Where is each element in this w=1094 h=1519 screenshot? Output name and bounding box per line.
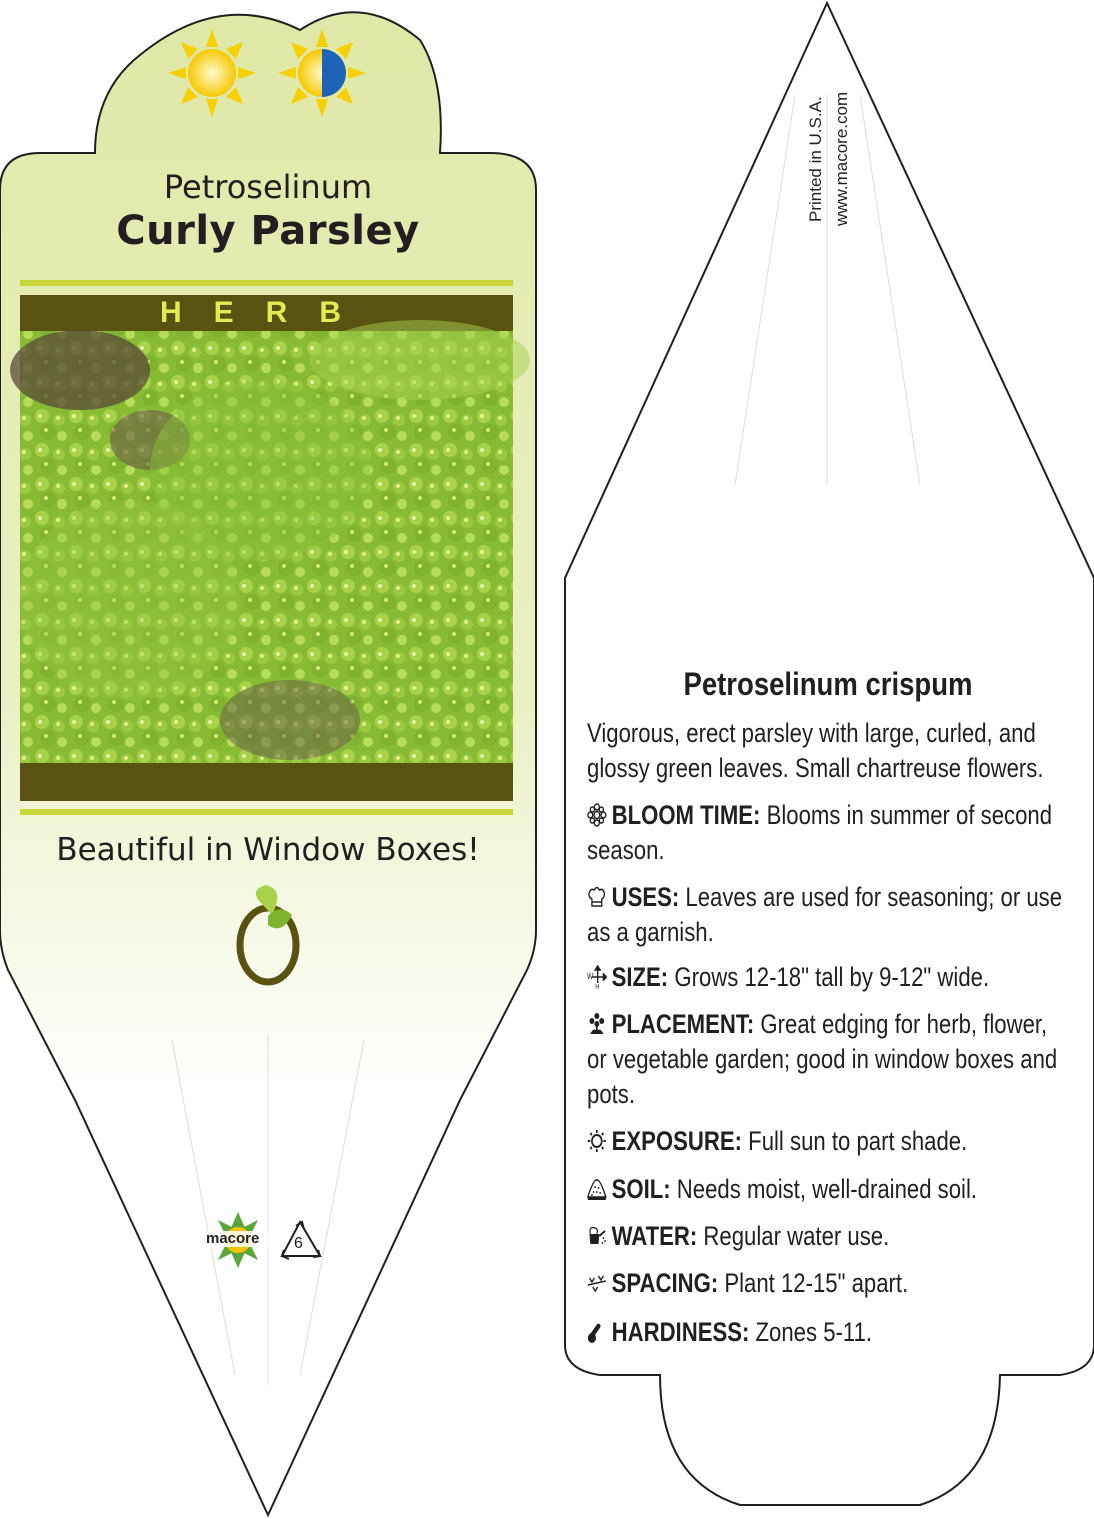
water-value: Regular water use. (697, 1221, 890, 1251)
watering-can-icon (587, 1224, 607, 1248)
size-value: Grows 12-18" tall by 9-12" wide. (668, 962, 990, 992)
spacing-value: Plant 12-15" apart. (718, 1268, 909, 1298)
recycle-code: 6 (294, 1235, 303, 1252)
genus-name: Petroselinum (163, 168, 373, 206)
category-label: HERB (159, 296, 373, 329)
website: www.macore.com (832, 91, 851, 226)
thermometer-icon (587, 1320, 607, 1344)
plant-placement-icon (587, 1012, 607, 1036)
attr-soil (587, 1172, 1065, 1207)
attr-uses (587, 880, 1065, 950)
attr-exposure (587, 1124, 1065, 1159)
printed-in: Printed in U.S.A. (806, 96, 825, 222)
svg-text:H: H (595, 983, 600, 989)
attr-hardiness (587, 1315, 1065, 1350)
attr-placement (587, 1007, 1065, 1112)
tagline: Beautiful in Window Boxes! (56, 832, 480, 868)
part-shade-icon (278, 29, 366, 117)
attr-bloom-time (587, 798, 1065, 868)
bloom-time-value: Blooms in summer of second season. (587, 800, 1053, 865)
spacing-plants-icon (587, 1271, 607, 1295)
exposure-label: EXPOSURE: (611, 1126, 743, 1156)
chef-hat-icon (587, 885, 607, 909)
attr-spacing (587, 1266, 1065, 1301)
brand-text: macore (206, 1230, 260, 1247)
full-sun-icon (168, 29, 256, 117)
description (587, 716, 1065, 786)
common-name: Curly Parsley (116, 208, 420, 254)
sun-outline-icon (587, 1129, 607, 1153)
exposure-value: Full sun to part shade. (742, 1126, 968, 1156)
soil-value: Needs moist, well-drained soil. (670, 1174, 978, 1204)
spacing-label: SPACING: (611, 1268, 719, 1298)
placement-label: PLACEMENT: (611, 1009, 755, 1039)
uses-value: Leaves are used for seasoning; or use as a garnish. (587, 882, 1063, 947)
size-arrows-icon (587, 965, 607, 989)
svg-text:W: W (587, 971, 594, 982)
hardiness-value: Zones 5-11. (749, 1317, 873, 1347)
bloom-time-label: BLOOM TIME: (611, 800, 761, 830)
soil-label: SOIL: (611, 1174, 671, 1204)
soil-pile-icon (587, 1177, 607, 1201)
scientific-name: Petroselinum crispum (683, 666, 973, 702)
uses-label: USES: (611, 882, 680, 912)
attr-size (587, 960, 1065, 995)
attr-water (587, 1219, 1065, 1254)
water-label: WATER: (611, 1221, 698, 1251)
placement-value: Great edging for herb, flower, or vegetable garden; good in window boxes and pots. (587, 1009, 1058, 1109)
size-label: SIZE: (611, 962, 669, 992)
description-text: Vigorous, erect parsley with large, curled, and glossy green leaves. Small chartreuse flowers. (587, 718, 1044, 783)
flower-icon (587, 803, 607, 827)
parsley-photo (10, 320, 530, 763)
hardiness-label: HARDINESS: (611, 1317, 750, 1347)
